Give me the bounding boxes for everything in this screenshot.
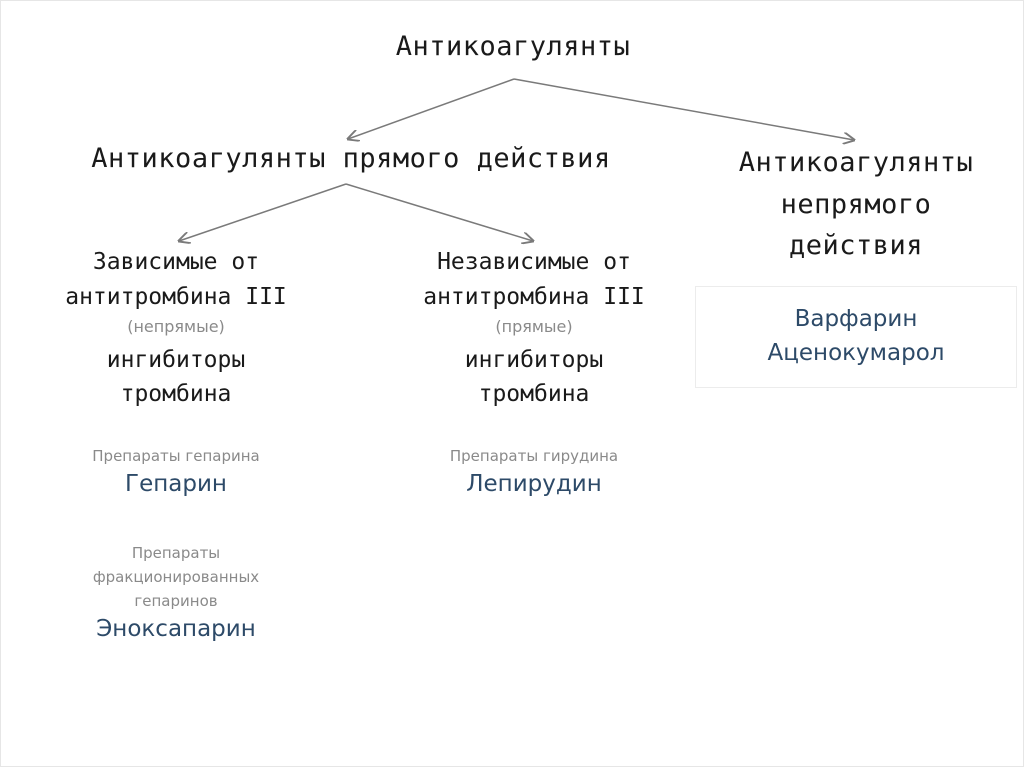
direct-title: Антикоагулянты прямого действия bbox=[91, 143, 611, 174]
dependent-line2: антитромбина III bbox=[65, 284, 287, 310]
independent-line2: антитромбина III bbox=[423, 284, 645, 310]
indirect-title-line2: непрямого bbox=[780, 189, 932, 220]
fractionated-caption-line3: гепаринов bbox=[134, 592, 218, 610]
arrow-to-indirect bbox=[514, 79, 854, 140]
drug-enoxaparin: Эноксапарин bbox=[96, 616, 256, 642]
dependent-line4: тромбина bbox=[120, 381, 232, 407]
independent-line3: ингибиторы bbox=[464, 347, 604, 373]
indirect-drugs-box bbox=[695, 286, 1017, 388]
drug-warfarin: Варфарин bbox=[794, 306, 918, 332]
dependent-note: (непрямые) bbox=[127, 317, 225, 336]
root-title: Антикоагулянты bbox=[395, 31, 631, 62]
drug-heparin: Гепарин bbox=[125, 471, 227, 497]
independent-note: (прямые) bbox=[495, 317, 573, 336]
dependent-line1: Зависимые от bbox=[92, 249, 260, 275]
fractionated-caption-line2: фракционированных bbox=[92, 568, 260, 586]
drug-lepirudin: Лепирудин bbox=[466, 471, 602, 497]
heparin-caption: Препараты гепарина bbox=[92, 447, 260, 465]
arrow-to-dependent bbox=[179, 184, 346, 241]
arrow-to-independent bbox=[346, 184, 533, 241]
fractionated-caption-line1: Препараты bbox=[131, 544, 221, 562]
hirudin-caption: Препараты гирудина bbox=[449, 447, 619, 465]
indirect-title-line1: Антикоагулянты bbox=[738, 147, 974, 178]
independent-line1: Независимые от bbox=[437, 249, 631, 275]
indirect-title-line3: действия bbox=[788, 230, 924, 261]
independent-line4: тромбина bbox=[478, 381, 590, 407]
drug-acenocoumarol: Аценокумарол bbox=[767, 340, 945, 366]
arrow-to-direct bbox=[348, 79, 514, 139]
dependent-line3: ингибиторы bbox=[106, 347, 246, 373]
